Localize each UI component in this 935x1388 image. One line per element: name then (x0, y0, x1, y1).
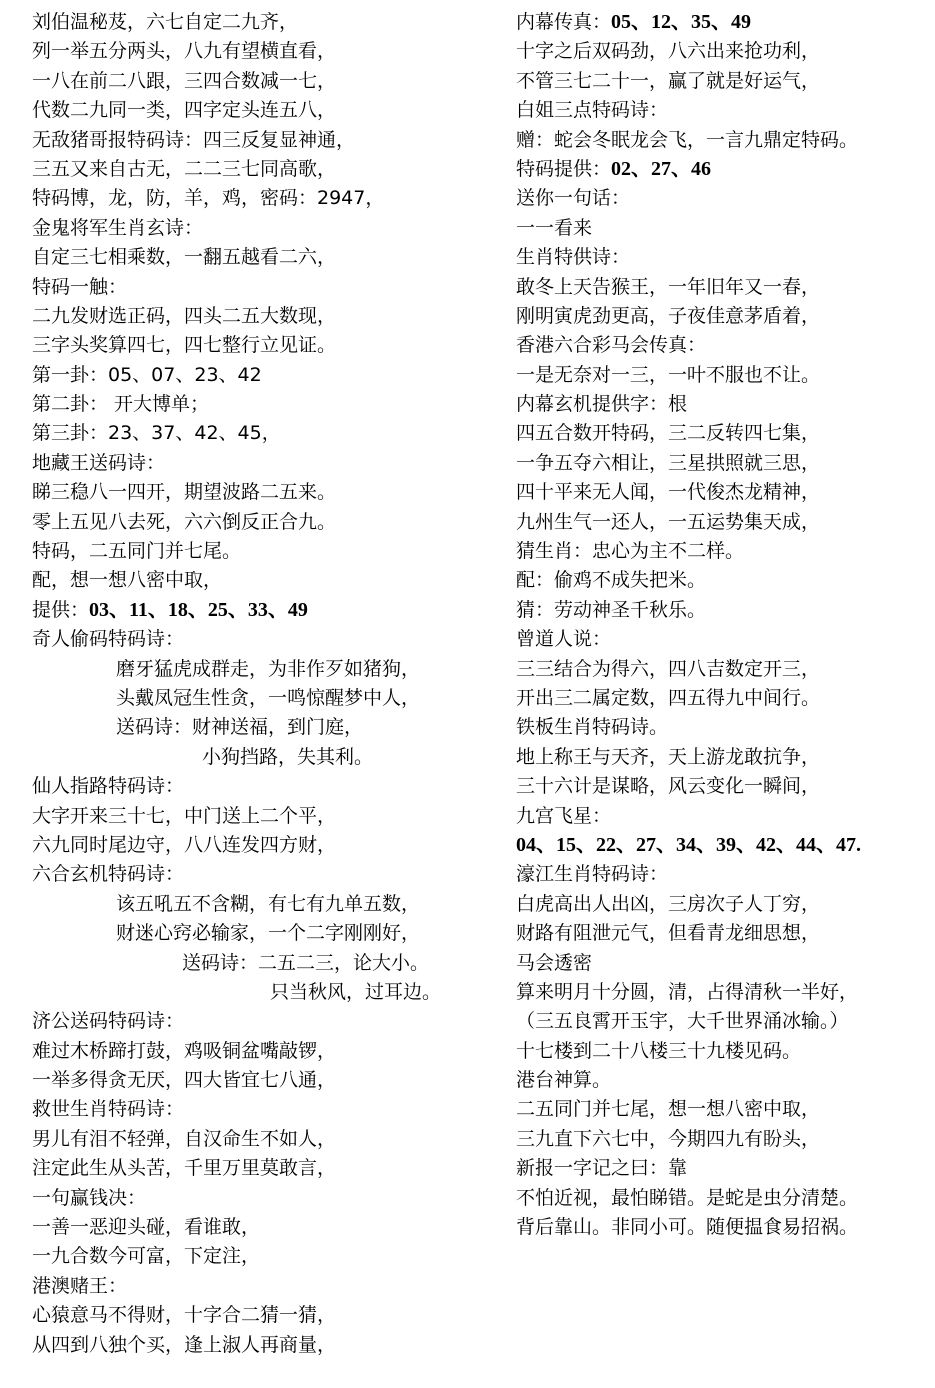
text-line (32, 214, 487, 243)
text-line (32, 390, 487, 419)
line-text: 一九合数今可富，下定注， (32, 1245, 261, 1268)
line-text: 生肖特供诗： (516, 246, 631, 269)
text-line (516, 743, 928, 772)
text-line (516, 96, 928, 125)
line-text: 代数二九同一类，四字定头连五八， (32, 99, 337, 122)
text-line (516, 1154, 928, 1183)
line-text: 一八在前二八跟，三四合数减一七， (32, 69, 337, 92)
line-text: 金鬼将军生肖玄诗： (32, 216, 204, 239)
line-text: 一举多得贪无厌，四大皆宜七八通， (32, 1069, 337, 1092)
line-text: 配，想一想八密中取， (32, 569, 223, 592)
text-line (516, 331, 928, 360)
line-text: 九州生气一还人，一五运势集天成， (516, 510, 821, 533)
line-text: 磨牙猛虎成群走，为非作歹如猪狗， (116, 657, 421, 680)
line-text: 特码博，龙，防，羊，鸡，密码：2947， (32, 187, 385, 210)
text-line (516, 831, 928, 860)
text-line (32, 1331, 487, 1360)
text-line (516, 478, 928, 507)
line-text: 配：偷鸡不成失把米。 (516, 569, 707, 592)
text-line (32, 302, 487, 331)
text-line (516, 860, 928, 889)
text-line (32, 449, 487, 478)
text-line (516, 1125, 928, 1154)
line-text: 猜：劳动神圣千秋乐。 (516, 598, 707, 621)
line-text: 第二卦： 开大博单； (32, 393, 210, 416)
line-text: 二五同门并七尾，想一想八密中取， (516, 1098, 821, 1121)
text-line (32, 713, 487, 742)
text-line (32, 802, 487, 831)
text-line (32, 949, 487, 978)
line-text: 送码诗：二五二三，论大小。 (182, 951, 430, 974)
text-line (516, 214, 928, 243)
text-line (516, 1037, 928, 1066)
line-text: 一句赢钱决： (32, 1186, 147, 1209)
line-text: 特码，二五同门并七尾。 (32, 540, 242, 563)
text-line (516, 1066, 928, 1095)
line-text: 一争五夺六相让，三星拱照就三思， (516, 451, 821, 474)
text-line (32, 537, 487, 566)
code-numbers: 04、15、22、27、34、39、42、44、47. (516, 833, 861, 856)
text-line (516, 155, 928, 184)
text-line (32, 1154, 487, 1183)
line-text: 三十六计是谋略，风云变化一瞬间， (516, 775, 821, 798)
line-text: 第一卦：05、07、23、42 (32, 363, 262, 386)
text-line (32, 419, 487, 448)
text-line (32, 1007, 487, 1036)
line-text: 濠江生肖特码诗： (516, 863, 669, 886)
text-line (32, 478, 487, 507)
text-line (516, 978, 928, 1007)
text-line (32, 508, 487, 537)
text-line (32, 126, 487, 155)
line-text: 送码诗：财神送福，到门庭， (116, 716, 364, 739)
text-line (32, 1301, 487, 1330)
text-line (32, 8, 487, 37)
line-text: 背后靠山。非同小可。随便揾食易招祸。 (516, 1216, 859, 1239)
right-column (516, 8, 928, 1242)
line-text: 刘伯温秘芨，六七自定二九齐， (32, 11, 299, 33)
line-text: 三九直下六七中，今期四九有盼头， (516, 1127, 821, 1150)
text-line (32, 96, 487, 125)
line-text: 地上称王与天齐，天上游龙敢抗争， (516, 745, 821, 768)
line-text: 六九同时尾边守，八八连发四方财， (32, 833, 337, 856)
text-line (32, 1066, 487, 1095)
line-text: 大字开来三十七，中门送上二个平， (32, 804, 337, 827)
line-text: 猜生肖：忠心为主不二样。 (516, 540, 745, 563)
text-line (32, 1095, 487, 1124)
text-line (516, 919, 928, 948)
code-numbers: 03、11、18、25、33、49 (89, 598, 308, 621)
line-text: 送你一句话： (516, 187, 631, 210)
line-text: 二九发财选正码，四头二五大数现， (32, 304, 337, 327)
line-text: 十字之后双码劲，八六出来抢功利， (516, 40, 821, 63)
text-line (32, 67, 487, 96)
line-text: 九宫飞星： (516, 804, 612, 827)
line-text: 三五又来自古无，二二三七同高歌， (32, 157, 337, 180)
text-line (32, 772, 487, 801)
text-line (32, 978, 487, 1007)
text-line (516, 419, 928, 448)
line-text: 香港六合彩马会传真： (516, 334, 707, 357)
line-text: 特码提供： (516, 157, 612, 180)
text-line (516, 390, 928, 419)
text-line (516, 684, 928, 713)
text-line (32, 1184, 487, 1213)
line-text: 济公送码特码诗： (32, 1010, 185, 1033)
text-line (516, 8, 928, 37)
text-line (32, 243, 487, 272)
line-text: 提供： (32, 598, 90, 621)
line-text: 港台神算。 (516, 1069, 612, 1092)
text-line (516, 302, 928, 331)
line-text: 一是无奈对一三，一叶不服也不让。 (516, 363, 821, 386)
text-line (32, 919, 487, 948)
text-line (32, 1037, 487, 1066)
line-text: 曾道人说： (516, 628, 612, 651)
line-text: 内幕玄机提供字：根 (516, 393, 688, 416)
text-line (516, 566, 928, 595)
text-line (516, 508, 928, 537)
text-line (32, 155, 487, 184)
text-line (32, 361, 487, 390)
line-text: 马会透密 (516, 951, 593, 974)
line-text: 救世生肖特码诗： (32, 1098, 185, 1121)
line-text: 新报一字记之曰：靠 (516, 1157, 688, 1180)
text-line (516, 67, 928, 96)
line-text: 列一举五分两头，八九有望横直看， (32, 40, 337, 63)
text-line (516, 655, 928, 684)
text-line (32, 596, 487, 625)
line-text: 该五吼五不含糊，有七有九单五数， (116, 892, 421, 915)
left-column (32, 8, 487, 1360)
text-line (516, 890, 928, 919)
line-text: 三字头奖算四七，四七整行立见证。 (32, 334, 337, 357)
line-text: 港澳赌王： (32, 1274, 128, 1297)
text-line (32, 1272, 487, 1301)
line-text: 男儿有泪不轻弹，自汉命生不如人， (32, 1127, 337, 1150)
text-line (516, 802, 928, 831)
line-text: 不管三七二十一，赢了就是好运气， (516, 69, 821, 92)
text-line (516, 596, 928, 625)
line-text: 内幕传真： (516, 11, 612, 33)
text-line (32, 331, 487, 360)
text-line (516, 1213, 928, 1242)
code-numbers: 02、27、46 (611, 157, 712, 180)
text-line (516, 1184, 928, 1213)
line-text: 一善一恶迎头碰，看谁敢， (32, 1216, 261, 1239)
text-line (32, 860, 487, 889)
text-line (516, 126, 928, 155)
text-line (516, 37, 928, 66)
line-text: 零上五见八去死，六六倒反正合九。 (32, 510, 337, 533)
line-text: 开出三二属定数，四五得九中间行。 (516, 686, 821, 709)
text-line (516, 625, 928, 654)
line-text: 地藏王送码诗： (32, 451, 166, 474)
line-text: 敢冬上天告猴王，一年旧年又一春， (516, 275, 821, 298)
text-line (516, 949, 928, 978)
line-text: 注定此生从头苦，千里万里莫敢言， (32, 1157, 337, 1180)
line-text: 算来明月十分圆，清，占得清秋一半好， (516, 980, 859, 1003)
text-line (516, 713, 928, 742)
line-text: 特码一触： (32, 275, 128, 298)
line-text: 第三卦：23、37、42、45， (32, 422, 281, 445)
line-text: 白姐三点特码诗： (516, 99, 669, 122)
line-text: 小狗挡路，失其利。 (202, 745, 374, 768)
text-line (32, 37, 487, 66)
text-line (32, 625, 487, 654)
line-text: 从四到八独个买，逢上淑人再商量， (32, 1333, 337, 1356)
text-line (32, 684, 487, 713)
text-line (516, 537, 928, 566)
text-line (32, 890, 487, 919)
line-text: 仙人指路特码诗： (32, 775, 185, 798)
text-line (32, 1125, 487, 1154)
line-text: 无敌猪哥报特码诗：四三反复显神通， (32, 128, 356, 151)
line-text: 头戴凤冠生性贪，一鸣惊醒梦中人， (116, 686, 421, 709)
text-line (32, 1242, 487, 1271)
line-text: 财路有阻泄元气，但看青龙细思想， (516, 922, 821, 945)
line-text: 心猿意马不得财，十字合二猜一猜， (32, 1304, 337, 1327)
line-text: 不怕近视，最怕睇错。是蛇是虫分清楚。 (516, 1186, 859, 1209)
text-line (516, 1007, 928, 1036)
line-text: 四十平来无人闻，一代俊杰龙精神， (516, 481, 821, 504)
line-text: 只当秋风，过耳边。 (270, 980, 442, 1003)
text-line (32, 743, 487, 772)
line-text: 自定三七相乘数，一翻五越看二六， (32, 246, 337, 269)
line-text: 赠：蛇会冬眠龙会飞，一言九鼎定特码。 (516, 128, 859, 151)
text-line (516, 273, 928, 302)
line-text: 六合玄机特码诗： (32, 863, 185, 886)
line-text: 铁板生肖特码诗。 (516, 716, 669, 739)
text-line (516, 449, 928, 478)
line-text: 一一看来 (516, 216, 593, 239)
code-numbers: 05、12、35、49 (611, 11, 752, 33)
text-line (32, 273, 487, 302)
text-line (516, 184, 928, 213)
text-line (32, 1213, 487, 1242)
text-line (516, 1095, 928, 1124)
line-text: 奇人偷码特码诗： (32, 628, 185, 651)
text-line (516, 361, 928, 390)
line-text: 三三结合为得六，四八吉数定开三， (516, 657, 821, 680)
text-line (516, 772, 928, 801)
line-text: 十七楼到二十八楼三十九楼见码。 (516, 1039, 802, 1062)
text-line (32, 566, 487, 595)
line-text: 睇三稳八一四开，期望波路二五来。 (32, 481, 337, 504)
line-text: （三五良霄开玉宇，大千世界涌冰输。） (516, 1010, 849, 1033)
line-text: 难过木桥蹄打鼓，鸡吸铜盆嘴敲锣， (32, 1039, 337, 1062)
text-line (516, 243, 928, 272)
text-line (32, 184, 487, 213)
text-line (32, 655, 487, 684)
line-text: 白虎高出人出凶，三房次子人丁穷， (516, 892, 821, 915)
text-line (32, 831, 487, 860)
line-text: 财迷心窍必输家，一个二字刚刚好， (116, 922, 421, 945)
line-text: 四五合数开特码，三二反转四七集， (516, 422, 821, 445)
line-text: 刚明寅虎劲更高，子夜佳意茅盾着， (516, 304, 821, 327)
